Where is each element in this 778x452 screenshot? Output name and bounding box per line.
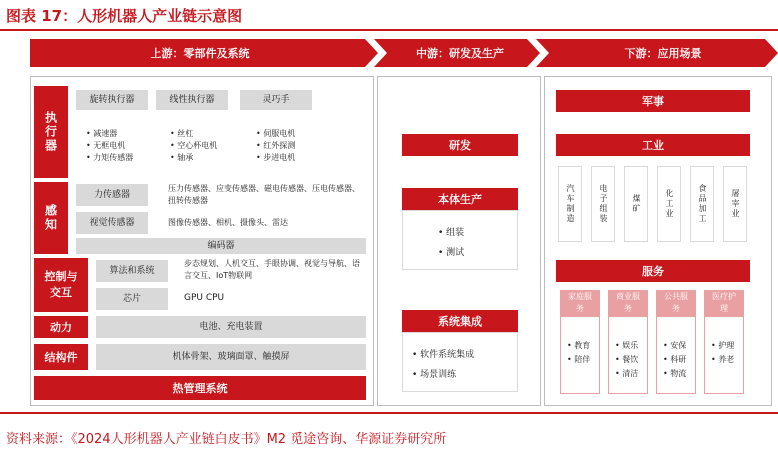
chip-label: 芯片 [96,288,168,310]
system-integration-header: 系统集成 [402,310,518,332]
list-item: • 组装 [438,228,465,238]
list-item: • 红外探测 [256,141,296,150]
stage-midstream: 中游：研发及生产 [416,47,504,60]
footer-rule [0,412,778,414]
industry-item: 屠宰业 [723,166,747,242]
list-item: • 丝杠 [170,129,194,138]
list-item: • 教育 [567,341,591,350]
source-note: 资料来源：《2024人形机器人产业链白皮书》M2 觅途咨询、华源证券研究所 [6,432,447,447]
chip-items: GPU CPU [184,293,225,303]
thermal-bar: 热管理系统 [34,376,366,400]
service-columns [556,290,750,400]
actuator-type-linear: 线性执行器 [156,90,228,110]
service-col-items [608,316,648,394]
military-header: 军事 [556,90,750,112]
structure-label: 结构件 [34,344,88,370]
force-sensor-label: 力传感器 [76,184,148,206]
list-item: • 力矩传感器 [86,153,134,162]
list-item: • 陪伴 [567,355,591,364]
actuator-type-rotary: 旋转执行器 [76,90,148,110]
control-label: 控制与交互 [34,258,88,312]
list-item: • 空心杯电机 [170,141,218,150]
list-item: • 软件系统集成 [412,350,475,360]
industry-item: 食品加工 [690,166,714,242]
industry-item: 煤矿 [624,166,648,242]
service-col-title: 家庭服务 [560,290,600,316]
service-col-title: 商业服务 [608,290,648,316]
service-col-items [704,316,744,394]
list-item: • 娱乐 [615,341,639,350]
algo-label: 算法和系统 [96,260,168,282]
list-item: • 场景训练 [412,370,457,380]
list-item: • 护理 [711,341,735,350]
list-item: • 安保 [663,341,687,350]
industry-item: 化工业 [657,166,681,242]
list-item: • 减速器 [86,129,118,138]
title-rule [0,29,778,31]
power-items: 电池、充电装置 [96,316,366,338]
service-col-title: 公共服务 [656,290,696,316]
list-item: • 无框电机 [86,141,126,150]
list-item: • 轴承 [170,153,194,162]
list-item: • 餐饮 [615,355,639,364]
figure-title: 图表 17：人形机器人产业链示意图 [6,7,243,25]
list-item: • 伺服电机 [256,129,296,138]
list-item: • 养老 [711,355,735,364]
list-item: • 物流 [663,369,687,378]
vision-sensor-items: 图像传感器、相机、摄像头、雷达 [168,218,288,227]
stage-downstream: 下游：应用场景 [624,47,702,60]
encoder-bar: 编码器 [76,238,366,254]
actuator-list-1 [86,128,166,164]
actuator-list-2 [170,128,250,164]
body-production-header: 本体生产 [402,188,518,210]
actuator-label: 执行器 [34,86,68,178]
system-integration-list [412,348,474,382]
list-item: • 科研 [663,355,687,364]
actuator-list-3 [256,128,336,164]
list-item: • 步进电机 [256,153,296,162]
industry-items [556,156,750,248]
services-header: 服务 [556,260,750,282]
list-item: • 测试 [438,248,465,258]
force-sensor-items: 压力传感器、应变传感器、磁电传感器、压电传感器、扭转传感器 [168,184,360,205]
stage-upstream: 上游：零部件及系统 [150,47,250,60]
industry-item: 汽车制造 [558,166,582,242]
industry-header: 工业 [556,134,750,156]
service-col-title: 医疗护理 [704,290,744,316]
structure-items: 机体骨架、玻璃面罩、触摸屏 [96,344,366,370]
actuator-type-dexterous-hand: 灵巧手 [240,90,312,110]
service-col-items [560,316,600,394]
power-label: 动力 [34,316,88,338]
algo-items: 步态规划、人机交互、手眼协调、视觉与导航、语言交互、IoT物联网 [184,259,360,280]
list-item: • 清洁 [615,369,639,378]
vision-sensor-label: 视觉传感器 [76,212,148,234]
industry-item: 电子组装 [591,166,615,242]
service-col-items [656,316,696,394]
rnd-header: 研发 [402,134,518,156]
body-production-list [438,226,464,260]
sensing-label: 感知 [34,182,68,254]
